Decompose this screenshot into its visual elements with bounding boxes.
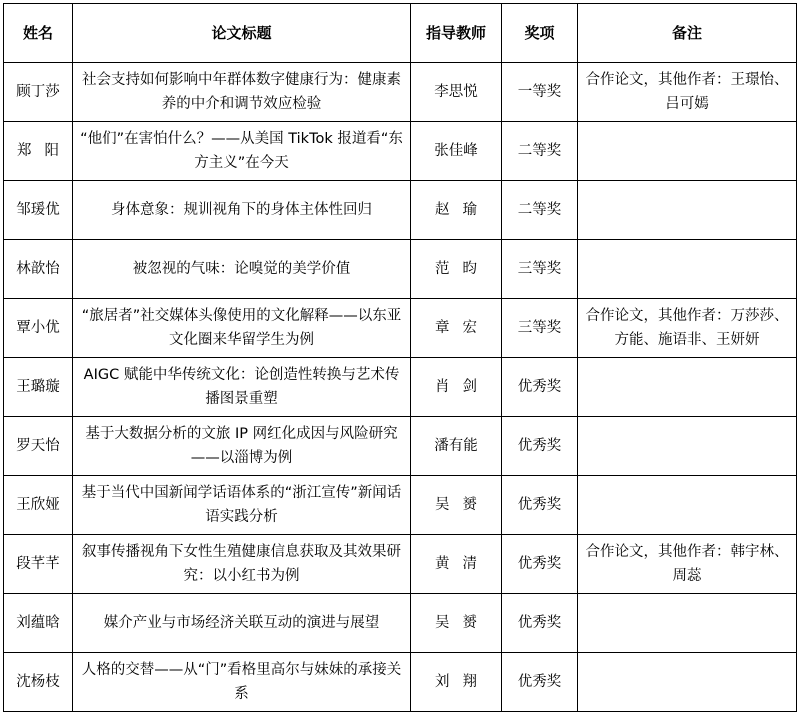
advisor-name: 吴赟: [411, 476, 502, 535]
table-row: [4, 594, 797, 653]
advisor-name: 潘有能: [411, 417, 502, 476]
advisor-name: 范昀: [411, 240, 502, 299]
student-name: 王璐璇: [4, 358, 73, 417]
table-row: [4, 653, 797, 712]
advisor-name: 肖剑: [411, 358, 502, 417]
note: [578, 417, 797, 476]
header-title: 论文标题: [73, 4, 411, 63]
award-level: 一等奖: [502, 63, 578, 122]
student-name: 林歆怡: [4, 240, 73, 299]
header-advisor: 指导教师: [411, 4, 502, 63]
table-row: [4, 63, 797, 122]
awards-table: [3, 3, 797, 712]
paper-title: 社会支持如何影响中年群体数字健康行为：健康素养的中介和调节效应检验: [73, 63, 411, 122]
student-name: 刘蕴晗: [4, 594, 73, 653]
student-name: 罗天怡: [4, 417, 73, 476]
header-name: 姓名: [4, 4, 73, 63]
award-level: 三等奖: [502, 240, 578, 299]
advisor-name: 刘翔: [411, 653, 502, 712]
advisor-name: 李思悦: [411, 63, 502, 122]
paper-title: 叙事传播视角下女性生殖健康信息获取及其效果研究：以小红书为例: [73, 535, 411, 594]
award-level: 优秀奖: [502, 594, 578, 653]
table-row: [4, 535, 797, 594]
student-name: 王欣娅: [4, 476, 73, 535]
advisor-name: 赵瑜: [411, 181, 502, 240]
student-name: 邹瑗优: [4, 181, 73, 240]
note: 合作论文，其他作者：王璟怡、吕可嫣: [578, 63, 797, 122]
note: [578, 181, 797, 240]
table-row: [4, 181, 797, 240]
note: [578, 358, 797, 417]
table-row: [4, 476, 797, 535]
note: 合作论文，其他作者：万莎莎、方能、施语非、王妍妍: [578, 299, 797, 358]
student-name: 覃小优: [4, 299, 73, 358]
student-name: 段芊芊: [4, 535, 73, 594]
note: [578, 476, 797, 535]
award-level: 三等奖: [502, 299, 578, 358]
paper-title: 基于当代中国新闻学话语体系的“浙江宣传”新闻话语实践分析: [73, 476, 411, 535]
paper-title: 身体意象：规训视角下的身体主体性回归: [73, 181, 411, 240]
note: [578, 653, 797, 712]
advisor-name: 吴赟: [411, 594, 502, 653]
paper-title: 基于大数据分析的文旅 IP 网红化成因与风险研究——以淄博为例: [73, 417, 411, 476]
paper-title: “旅居者”社交媒体头像使用的文化解释——以东亚文化圈来华留学生为例: [73, 299, 411, 358]
award-level: 优秀奖: [502, 653, 578, 712]
table-row: [4, 417, 797, 476]
student-name: 沈杨枝: [4, 653, 73, 712]
advisor-name: 张佳峰: [411, 122, 502, 181]
award-level: 二等奖: [502, 181, 578, 240]
header-award: 奖项: [502, 4, 578, 63]
student-name: 郑阳: [4, 122, 73, 181]
award-level: 优秀奖: [502, 476, 578, 535]
advisor-name: 黄清: [411, 535, 502, 594]
paper-title: 被忽视的气味：论嗅觉的美学价值: [73, 240, 411, 299]
table-row: [4, 358, 797, 417]
note: [578, 122, 797, 181]
paper-title: 媒介产业与市场经济关联互动的演进与展望: [73, 594, 411, 653]
award-level: 优秀奖: [502, 535, 578, 594]
advisor-name: 章宏: [411, 299, 502, 358]
paper-title: 人格的交替——从“门”看格里高尔与妹妹的承接关系: [73, 653, 411, 712]
header-row: [4, 4, 797, 63]
note: [578, 240, 797, 299]
paper-title: “他们”在害怕什么？——从美国 TikTok 报道看“东方主义”在今天: [73, 122, 411, 181]
award-level: 优秀奖: [502, 358, 578, 417]
note: [578, 594, 797, 653]
award-level: 优秀奖: [502, 417, 578, 476]
award-level: 二等奖: [502, 122, 578, 181]
table-row: [4, 240, 797, 299]
table-row: [4, 299, 797, 358]
paper-title: AIGC 赋能中华传统文化：论创造性转换与艺术传播图景重塑: [73, 358, 411, 417]
table-row: [4, 122, 797, 181]
header-note: 备注: [578, 4, 797, 63]
note: 合作论文，其他作者：韩宇林、周蕊: [578, 535, 797, 594]
student-name: 顾丁莎: [4, 63, 73, 122]
